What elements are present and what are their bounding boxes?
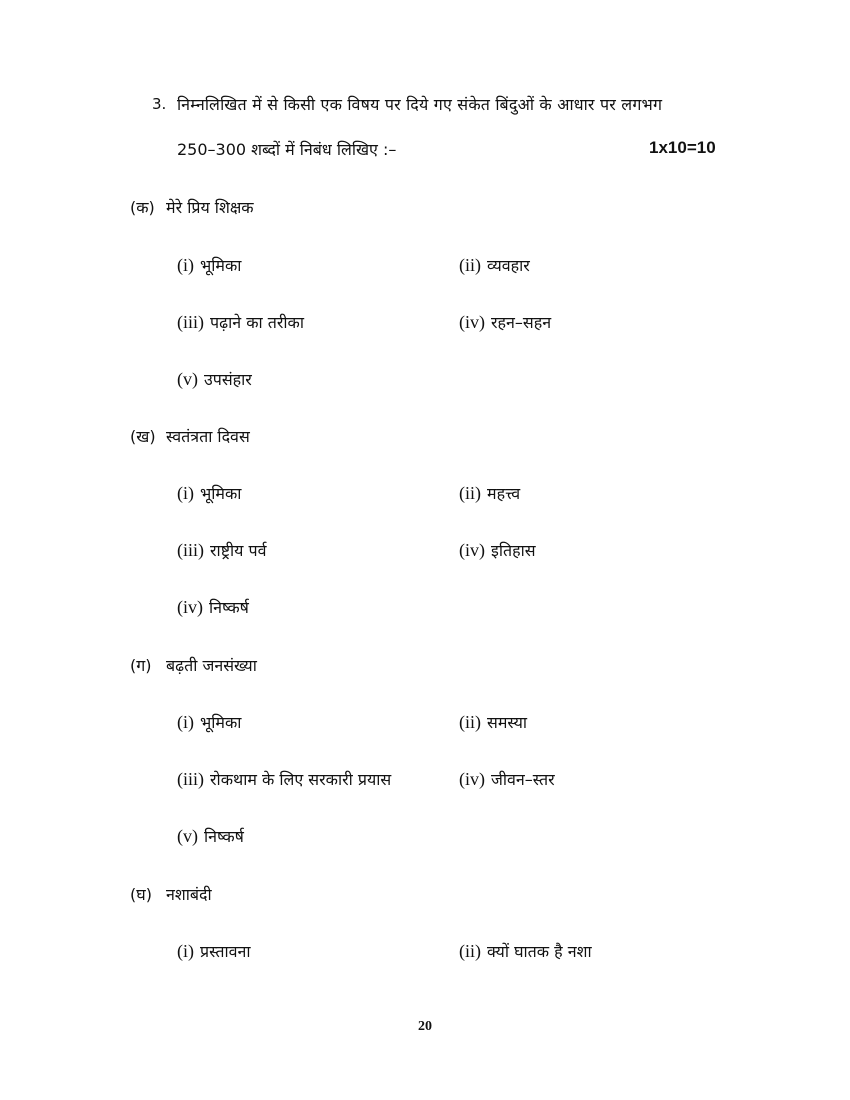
topic-letter: (घ) [130,885,152,904]
question-text-line2: 250–300 शब्दों में निबंध लिखिए :– [177,140,397,159]
page-number: 20 [418,1019,432,1034]
list-item: (v) निष्कर्ष [177,826,244,846]
question-marks: 1x10=10 [649,138,716,157]
list-item: (iv) रहन–सहन [459,312,552,332]
topic-ka-heading [130,196,254,218]
list-item: (i) भूमिका [177,712,242,732]
list-item: (iii) रोकथाम के लिए सरकारी प्रयास [177,769,392,789]
list-item: (ii) व्यवहार [459,255,530,275]
list-item: (iv) निष्कर्ष [177,597,249,617]
question-text-line1: निम्नलिखित में से किसी एक विषय पर दिये गए संकेत बिंदुओं के आधार पर लगभग [177,95,663,114]
list-item: (iii) राष्ट्रीय पर्व [177,540,267,560]
topic-title: स्वतंत्रता दिवस [166,427,250,446]
topic-letter: (ख) [130,427,156,446]
topic-letter: (ग) [130,656,152,675]
topic-ga-heading [130,654,257,676]
list-item: (i) भूमिका [177,255,242,275]
list-item: (ii) क्यों घातक है नशा [459,941,592,961]
question-number: 3. [152,95,167,113]
list-item: (v) उपसंहार [177,369,252,389]
list-item: (iii) पढ़ाने का तरीका [177,312,304,332]
topic-kha-heading [130,425,250,447]
topic-title: नशाबंदी [166,885,212,904]
list-item: (iv) इतिहास [459,540,536,560]
list-item: (iv) जीवन–स्तर [459,769,555,789]
topic-title: मेरे प्रिय शिक्षक [166,198,254,217]
topic-gha-heading [130,883,212,905]
list-item: (i) प्रस्तावना [177,941,251,961]
list-item: (i) भूमिका [177,483,242,503]
list-item: (ii) महत्त्व [459,483,521,503]
list-item: (ii) समस्या [459,712,528,732]
topic-letter: (क) [130,198,155,217]
topic-title: बढ़ती जनसंख्या [166,656,257,675]
